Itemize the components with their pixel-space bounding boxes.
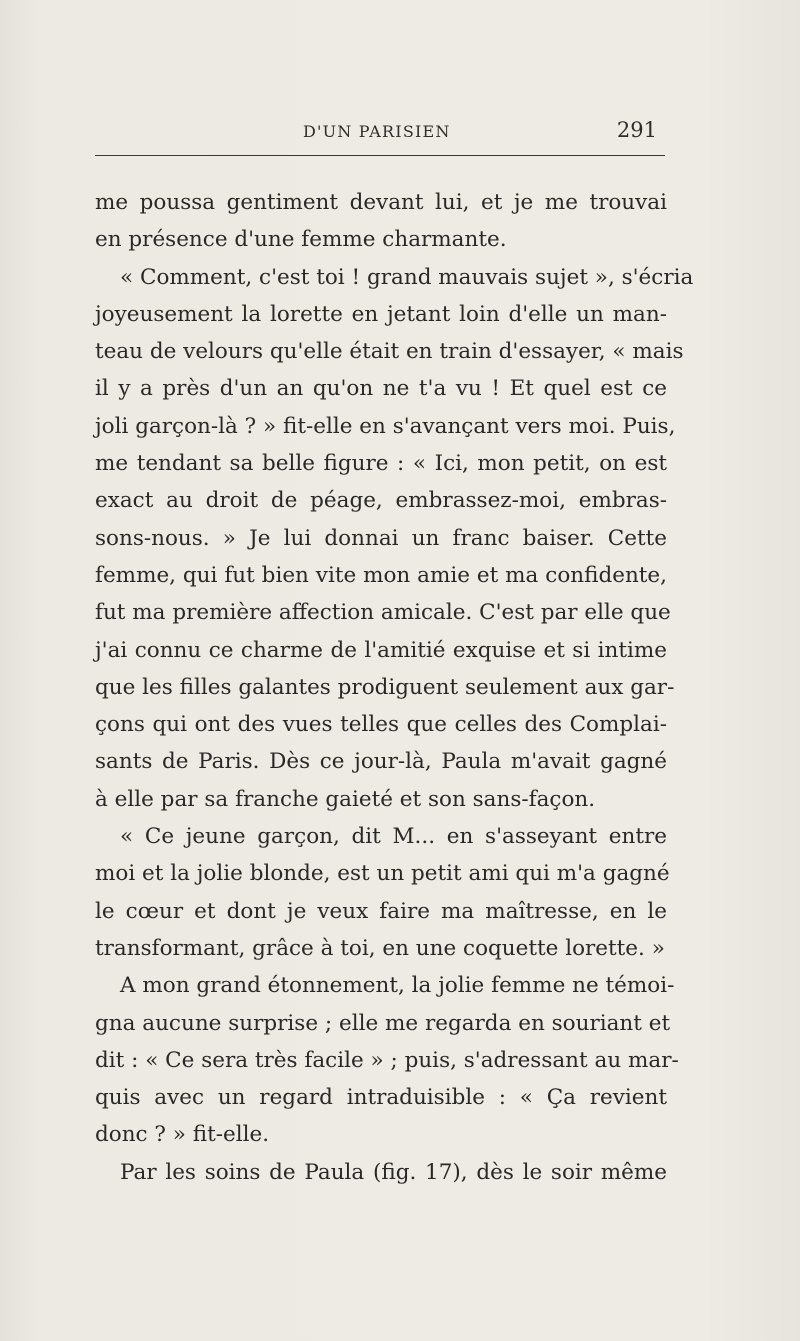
header-rule	[95, 155, 665, 156]
text-line: que les filles galantes prodiguent seulement aux gar-	[95, 674, 675, 700]
text-line: Par les soins de Paula (fig. 17), dès le soir même	[120, 1159, 667, 1185]
text-line: exact au droit de péage, embrassez-moi, embras-	[95, 488, 667, 514]
text-line: sons-nous. » Je lui donnai un franc baiser. Cette	[95, 525, 667, 551]
text-line: dit : « Ce sera très facile » ; puis, s'adressant au mar-	[95, 1047, 679, 1073]
text-line: le cœur et dont je veux faire ma maîtresse, en le	[95, 898, 667, 924]
text-line: sants de Paris. Dès ce jour-là, Paula m'avait gagné	[95, 749, 667, 775]
text-line: transformant, grâce à toi, en une coquette lorette. »	[95, 935, 665, 961]
running-head: D'UN PARISIEN	[303, 122, 451, 141]
text-line: fut ma première affection amicale. C'est par elle que	[95, 600, 671, 626]
text-line: A mon grand étonnement, la jolie femme ne témoi-	[120, 973, 675, 999]
text-line: joyeusement la lorette en jetant loin d'elle un man-	[95, 301, 667, 327]
text-line: « Ce jeune garçon, dit M... en s'asseyant entre	[120, 824, 667, 850]
page-number: 291	[616, 118, 657, 142]
text-line: donc ? » fit-elle.	[95, 1122, 270, 1148]
page-header	[95, 116, 665, 150]
text-line: en présence d'une femme charmante.	[95, 227, 507, 253]
text-line: femme, qui fut bien vite mon amie et ma confidente,	[95, 562, 667, 588]
text-line: il y a près d'un an qu'on ne t'a vu ! Et quel est ce	[95, 376, 667, 402]
text-line: j'ai connu ce charme de l'amitié exquise et si intime	[95, 637, 667, 663]
text-line: me tendant sa belle figure : « Ici, mon petit, on est	[95, 451, 667, 477]
text-line: teau de velours qu'elle était en train d'essayer, « mais	[95, 339, 684, 365]
text-line: quis avec un regard intraduisible : « Ça revient	[95, 1085, 667, 1111]
text-line: joli garçon-là ? » fit-elle en s'avançant vers moi. Puis,	[95, 413, 676, 439]
text-line: me poussa gentiment devant lui, et je me trouvai	[95, 190, 667, 215]
text-line: à elle par sa franche gaieté et son sans-façon.	[95, 786, 596, 812]
text-line: gna aucune surprise ; elle me regarda en souriant et	[95, 1010, 671, 1036]
body-text	[95, 184, 694, 1191]
text-line: çons qui ont des vues telles que celles des Complai-	[95, 712, 667, 738]
text-line: moi et la jolie blonde, est un petit ami qui m'a gagné	[95, 861, 670, 887]
text-line: « Comment, c'est toi ! grand mauvais sujet », s'écria	[120, 264, 694, 290]
